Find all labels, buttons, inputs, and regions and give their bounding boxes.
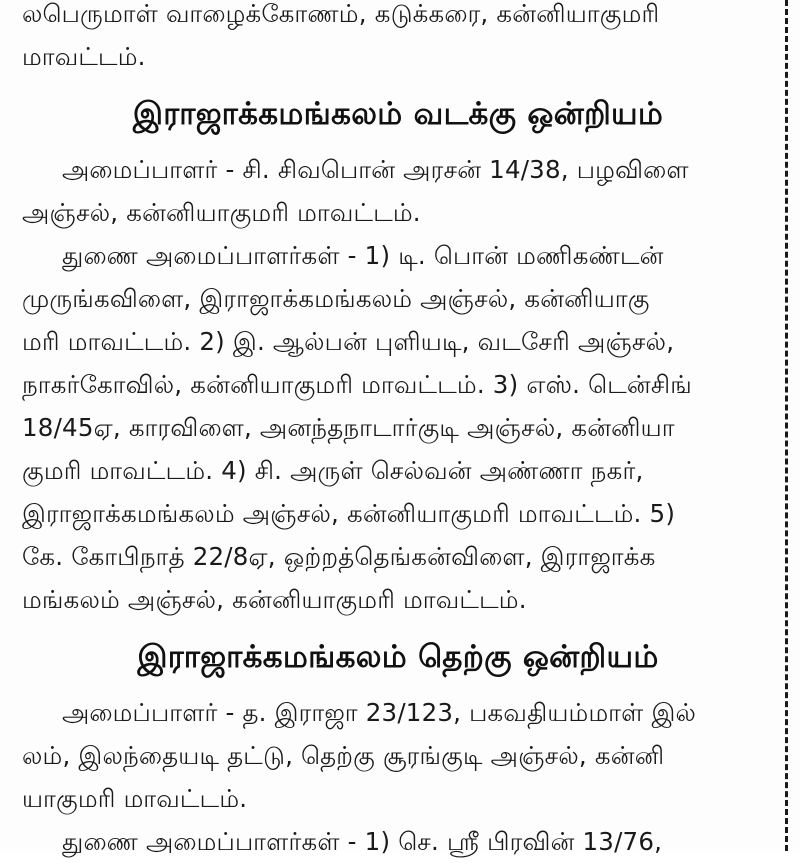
body-line: துணை அமைப்பாளர்கள் - 1) டி. பொன் மணிகண்டன் bbox=[62, 241, 664, 270]
body-line: அஞ்சல், கன்னியாகுமரி மாவட்டம். bbox=[22, 198, 421, 227]
organizer-paragraph bbox=[22, 148, 774, 234]
section-heading: இராஜாக்கமங்கலம் வடக்கு ஒன்றியம் bbox=[132, 96, 664, 132]
body-line: லபெருமாள் வாழைக்கோணம், கடுக்கரை, கன்னியாகுமரி bbox=[22, 0, 660, 28]
organizer-paragraph bbox=[22, 691, 774, 820]
body-line: அமைப்பாளர் - சி. சிவபொன் அரசன் 14/38, பழவிளை bbox=[62, 155, 689, 184]
body-line: யாகுமரி மாவட்டம். bbox=[22, 784, 248, 813]
body-line: முருங்கவிளை, இராஜாக்கமங்கலம் அஞ்சல், கன்னியாகு bbox=[22, 284, 650, 313]
body-line: மாவட்டம். bbox=[22, 42, 146, 71]
body-line: குமரி மாவட்டம். 4) சி. அருள் செல்வன் அண்ணா நகர், bbox=[22, 456, 644, 485]
body-line: மங்கலம் அஞ்சல், கன்னியாகுமரி மாவட்டம். bbox=[22, 585, 527, 614]
section-north bbox=[22, 84, 774, 621]
body-line: அமைப்பாளர் - த. இராஜா 23/123, பகவதியம்மாள் இல் bbox=[62, 698, 697, 727]
body-line: துணை அமைப்பாளர்கள் - 1) செ. ஸ்ரீ பிரவின் 13/76, bbox=[62, 827, 663, 856]
deputy-paragraph bbox=[22, 820, 774, 863]
body-line: இராஜாக்கமங்கலம் அஞ்சல், கன்னியாகுமரி மாவட்டம். 5) bbox=[22, 499, 676, 528]
body-line: நாகர்கோவில், கன்னியாகுமரி மாவட்டம். 3) எஸ். டென்சிங் bbox=[22, 370, 692, 399]
deputy-paragraph bbox=[22, 234, 774, 621]
body-line: லம், இலந்தையடி தட்டு, தெற்கு சூரங்குடி அஞ்சல், கன்னி bbox=[22, 741, 665, 770]
column-divider bbox=[785, 0, 788, 851]
section-heading: இராஜாக்கமங்கலம் தெற்கு ஒன்றியம் bbox=[137, 639, 659, 675]
body-line: 18/45ஏ, காரவிளை, அனந்தநாடார்குடி அஞ்சல், கன்னியா bbox=[22, 413, 675, 442]
text-column bbox=[22, 0, 774, 863]
body-line: கே. கோபிநாத் 22/8ஏ, ஒற்றத்தெங்கன்விளை, இராஜாக்க bbox=[22, 542, 656, 571]
section-top bbox=[22, 0, 774, 78]
section-south bbox=[22, 627, 774, 863]
body-line: மரி மாவட்டம். 2) இ. ஆல்பன் புளியடி, வடசேரி அஞ்சல், bbox=[22, 327, 675, 356]
